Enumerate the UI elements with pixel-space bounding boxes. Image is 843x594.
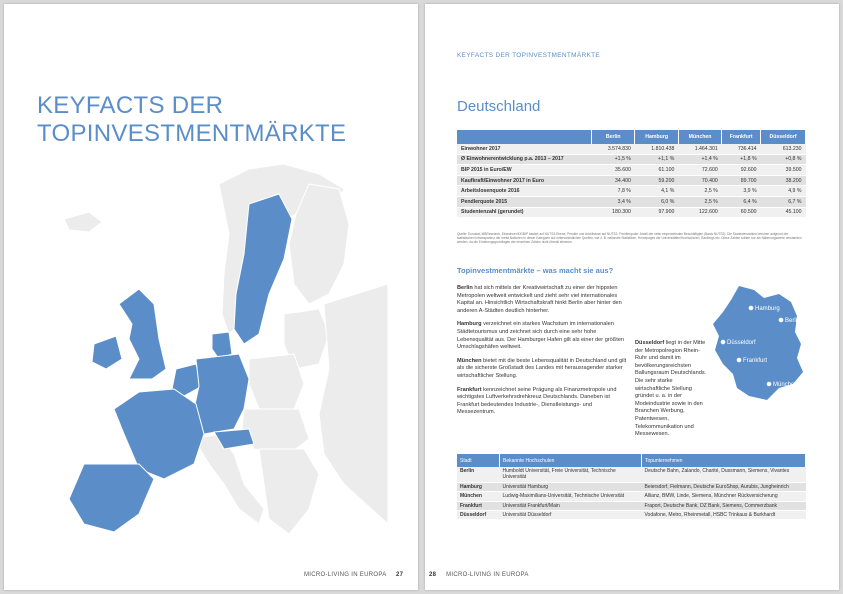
map-germany (194, 354, 249, 434)
keyfacts-cell: 7,8 % (592, 186, 635, 197)
keyfacts-cell: 2,5 % (678, 186, 721, 197)
page-number: 27 (396, 572, 404, 578)
keyfacts-row-label: Pendlerquote 2015 (457, 196, 592, 207)
map-balkans (259, 449, 319, 534)
keyfacts-cell: 89.700 (722, 175, 761, 186)
uni-cell-unis: Universität Düsseldorf (500, 511, 642, 520)
marker-muenchen (766, 381, 771, 386)
keyfacts-cell: 6,0 % (635, 196, 678, 207)
uni-header-row (457, 454, 806, 467)
keyfacts-row-label: Ø Einwohnerentwicklung p.a. 2013 – 2017 (457, 154, 592, 165)
uni-col-companies: Topunternehmen (642, 454, 806, 467)
keyfacts-cell: 180.300 (592, 207, 635, 218)
keyfacts-cell: 3.574.830 (592, 144, 635, 154)
keyfacts-cell: 72.600 (678, 165, 721, 176)
uni-cell-companies: Beiersdorf, Fielmann, Deutsche EuroShop, Aurubis, Jungheinrich (642, 482, 806, 491)
uni-col-unis: Bekannte Hochschulen (500, 454, 642, 467)
label-duesseldorf: Düsseldorf (727, 340, 756, 346)
country-heading: Deutschland (457, 98, 541, 115)
keyfacts-header-row (457, 130, 806, 144)
paragraph-duesseldorf (635, 340, 709, 439)
keyfacts-cell: +1,5 % (592, 154, 635, 165)
keyfacts-row (457, 186, 806, 197)
uni-row (457, 492, 806, 501)
keyfacts-cell: 3,9 % (722, 186, 761, 197)
footer-text: MICRO-LIVING IN EUROPA (446, 572, 529, 578)
paragraph-text: hat sich mittels der Kreativwirtschaft zu einer der hippsten Metropolen weltweit entwickelt und zieht sehr viel internationales Kapital an. Hinsichtlich Wirtschaftskraft hinkt Berlin aber hinter den anderen A-Städten deutlich hinterher. (457, 285, 622, 314)
label-frankfurt: Frankfurt (743, 358, 768, 364)
universities-table (457, 454, 806, 520)
keyfacts-row (457, 165, 806, 176)
uni-cell-companies: Deutsche Bahn, Zalando, Charité, Dussmann, Siemens, Vivantes (642, 467, 806, 482)
keyfacts-cell: 59.200 (635, 175, 678, 186)
label-muenchen: München (773, 382, 798, 388)
keyfacts-row (457, 154, 806, 165)
footer (304, 572, 403, 578)
keyfacts-row-label: Einwohner 2017 (457, 144, 592, 154)
keyfacts-cell: 97.900 (635, 207, 678, 218)
keyfacts-cell: 6,7 % (761, 196, 806, 207)
marker-hamburg (748, 305, 753, 310)
uni-cell-unis: Universität Frankfurt/Main (500, 501, 642, 510)
keyfacts-col-frankfurt: Frankfurt (722, 130, 761, 144)
keyfacts-table (457, 130, 806, 218)
page-number: 28 (429, 572, 437, 578)
keyfacts-cell: 70.400 (678, 175, 721, 186)
keyfacts-cell: 60.500 (722, 207, 761, 218)
keyfacts-row (457, 144, 806, 154)
keyfacts-cell: 2,5 % (678, 196, 721, 207)
uni-cell-companies: Fraport, Deutsche Bank, DZ Bank, Siemens, Commerzbank (642, 501, 806, 510)
europe-map (44, 164, 388, 556)
keyfacts-cell: 736.414 (722, 144, 761, 154)
keyfacts-cell: 92.600 (722, 165, 761, 176)
text-column-1 (457, 285, 629, 423)
left-page (4, 4, 418, 590)
uni-cell-companies: Allianz, BMW, Linde, Siemens, Münchner Rückversicherung (642, 492, 806, 501)
paragraph-text: liegt in der Mitte der Metropolregion Rhein-Ruhr und damit im bevölkerungsreichsten Ballungsraum Deutschlands. Die sehr starke wirtschaftliche Stellung gründet u. a. in der Modeindustrie sowie in den Branchen Werbung, Patentwesen, Telekommunikation und Messewesen. (635, 340, 707, 438)
label-hamburg: Hamburg (755, 306, 780, 312)
keyfacts-col-hamburg: Hamburg (635, 130, 678, 144)
keyfacts-cell: 6,4 % (722, 196, 761, 207)
uni-cell-unis: Humboldt Universität, Freie Universität, Technische Universität (500, 467, 642, 482)
city-name: Düsseldorf (635, 340, 665, 346)
keyfacts-cell: +0,8 % (761, 154, 806, 165)
uni-cell-companies: Vodafone, Metro, Rheinmetall, HSBC Trinkaus & Burkhardt (642, 511, 806, 520)
keyfacts-row (457, 196, 806, 207)
title-line-1: KEYFACTS DER (37, 92, 224, 119)
uni-row (457, 501, 806, 510)
map-iceland (64, 212, 102, 232)
keyfacts-row-label: BIP 2015 in Euro/EW (457, 165, 592, 176)
marker-frankfurt (736, 357, 741, 362)
map-central (242, 409, 309, 454)
paragraph-text: kennzeichnet seine Prägung als Finanzmetropole und wichtigstes Luftverkehrsdrehkreuz Deutschlands. Daneben ist Frankfurt bedeutendes Industrie-, Dienstleistungs- und Messezentrum. (457, 386, 617, 416)
city-name: Berlin (457, 285, 473, 291)
label-berlin: Berlin (785, 318, 801, 324)
uni-cell-city: Düsseldorf (457, 511, 500, 520)
keyfacts-cell: 3,4 % (592, 196, 635, 207)
keyfacts-cell: 61.100 (635, 165, 678, 176)
paragraph-frankfurt (457, 387, 629, 417)
keyfacts-cell: 39.500 (761, 165, 806, 176)
keyfacts-cell: 613.230 (761, 144, 806, 154)
paragraph-text: bietet mit die beste Lebensqualität in Deutschland und gilt als die sicherste Großstadt des Landes mit herausragender starker wirtschaftlicher Stellung. (457, 357, 627, 379)
keyfacts-col-0 (457, 130, 592, 144)
keyfacts-cell: +1,8 % (722, 154, 761, 165)
uni-cell-city: München (457, 492, 500, 501)
map-spain (69, 464, 154, 532)
uni-cell-city: Hamburg (457, 482, 500, 491)
marker-duesseldorf (720, 339, 725, 344)
map-ireland (92, 336, 122, 369)
table-footnote: Quelle: Eurostat, MBResearch, Einwohner/KK/BIP basiert auf NUTS3-Ebene, Pendler und Arbeitslose auf NUTS2. Pendlerquote: Anteil der netto einpendelnden Beschäftigten (Basis NUTS2). Die Studentenzahlen beruhen aufgrund der statistischen Intransparenz der meist Nationen in dieser Kategorie auf unterschiedlichen Quellen, wie z. B. nationale Statistiken, Homepages der Universitäten/Hochschulen, Rankings etc. Diese Zahlen sollten nur als Näherungswerte verstanden werden, da die Erhebungsgrundlagen der einzelnen Zahlen nicht überall stimmen. (457, 232, 802, 245)
paragraph-berlin (457, 285, 629, 315)
keyfacts-cell: 4,1 % (635, 186, 678, 197)
keyfacts-col-berlin: Berlin (592, 130, 635, 144)
keyfacts-cell: 38.200 (761, 175, 806, 186)
keyfacts-row (457, 207, 806, 218)
keyfacts-cell: 122.600 (678, 207, 721, 218)
paragraph-hamburg (457, 321, 629, 351)
paragraph-text: verzeichnet ein starkes Wachstum im internationalen Städtetourismus und zeichnet sich durch eine sehr hohe Lebensqualität aus. Der Hamburger Hafen gilt als einer der größten Umschlagshäfen weltweit. (457, 321, 624, 351)
germany-map (709, 284, 809, 402)
uni-cell-unis: Universität Hamburg (500, 482, 642, 491)
keyfacts-row-label: Studentenzahl (gerundet) (457, 207, 592, 218)
city-name: München (457, 357, 482, 364)
keyfacts-row-label: Arbeitslosenquote 2016 (457, 186, 592, 197)
uni-cell-unis: Ludwig-Maximilians-Universität, Technische Universität (500, 492, 642, 501)
keyfacts-cell: 1.464.301 (678, 144, 721, 154)
keyfacts-row (457, 175, 806, 186)
paragraph-muenchen (457, 358, 629, 381)
footer (429, 572, 529, 578)
map-poland (249, 354, 304, 409)
keyfacts-cell: 45.100 (761, 207, 806, 218)
city-name: Hamburg (457, 321, 482, 328)
section-subheading: Topinvestmentmärkte – was macht sie aus? (457, 266, 614, 275)
keyfacts-cell: 35.600 (592, 165, 635, 176)
uni-row (457, 482, 806, 491)
marker-berlin (778, 317, 783, 322)
right-page (425, 4, 839, 590)
keyfacts-cell: +1,1 % (635, 154, 678, 165)
city-name: Frankfurt (457, 386, 482, 393)
keyfacts-cell: +1,4 % (678, 154, 721, 165)
keyfacts-row-label: Kaufkraft/Einwohner 2017 in Euro (457, 175, 592, 186)
keyfacts-cell: 1.810.438 (635, 144, 678, 154)
title-line-2: TOPINVESTMENTMÄRKTE (37, 120, 347, 147)
uni-cell-city: Berlin (457, 467, 500, 482)
keyfacts-cell: 4,9 % (761, 186, 806, 197)
keyfacts-cell: 34.400 (592, 175, 635, 186)
keyfacts-col-duesseldorf: Düsseldorf (761, 130, 806, 144)
text-column-2 (635, 340, 709, 439)
page-title (37, 92, 346, 148)
uni-cell-city: Frankfurt (457, 501, 500, 510)
map-east (319, 284, 388, 524)
map-uk (119, 289, 166, 379)
uni-col-city: Stadt (457, 454, 500, 467)
footer-text: MICRO-LIVING IN EUROPA (304, 572, 387, 578)
keyfacts-col-muenchen: München (678, 130, 721, 144)
section-label: KEYFACTS DER TOPINVESTMENTMÄRKTE (457, 52, 600, 59)
uni-row (457, 511, 806, 520)
uni-row (457, 467, 806, 482)
